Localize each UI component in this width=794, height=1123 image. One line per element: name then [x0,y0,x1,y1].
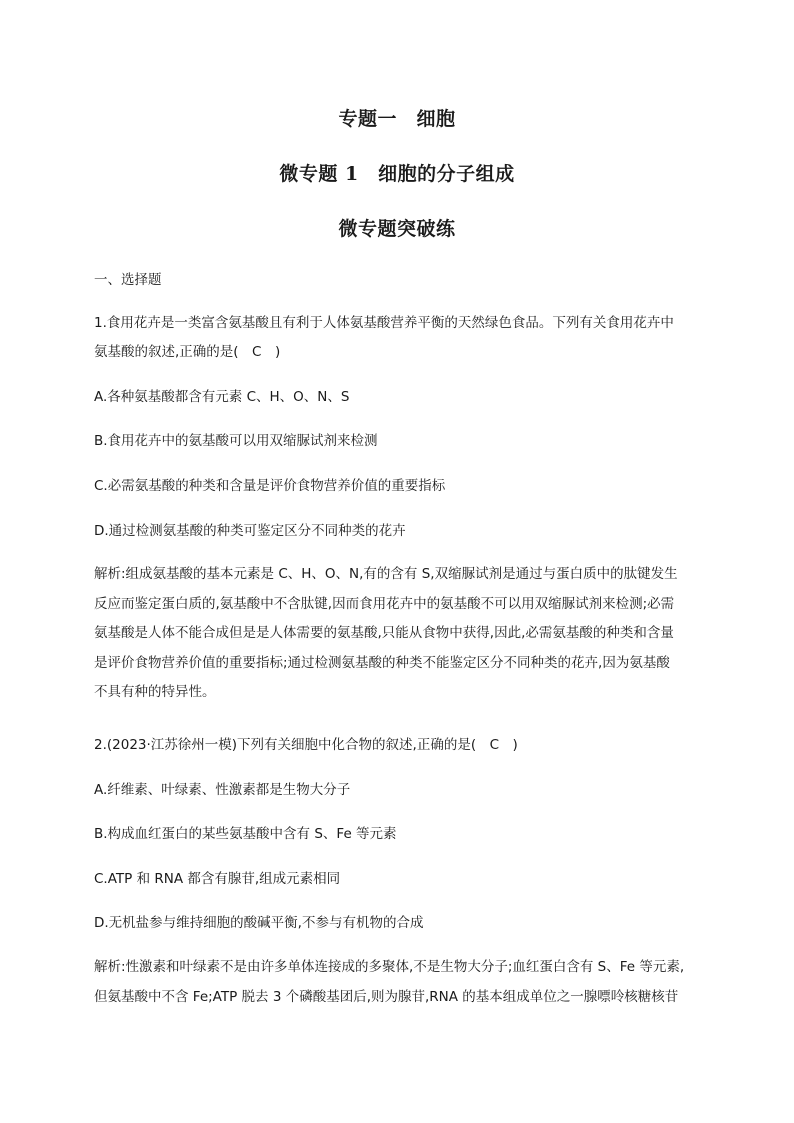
section-heading: 微专题突破练 [338,218,456,240]
q2-option-a: A.纤维素、叶绿素、性激素都是生物大分子 [94,782,351,798]
subtopic-heading: 微专题 1 细胞的分子组成 [279,163,515,185]
q1-option-d: D.通过检测氨基酸的种类可鉴定区分不同种类的花卉 [94,523,406,539]
q1-stem-line1: 1.食用花卉是一类富含氨基酸且有利于人体氨基酸营养平衡的天然绿色食品。下列有关食用花卉中 [94,315,674,331]
q2-option-b: B.构成血红蛋白的某些氨基酸中含有 S、Fe 等元素 [94,826,397,842]
q2-stem: 2.(2023·江苏徐州一模)下列有关细胞中化合物的叙述,正确的是( C ) [94,737,518,753]
q2-analysis-line: 但氨基酸中不含 Fe;ATP 脱去 3 个磷酸基团后,则为腺苷,RNA 的基本组成单位之一腺嘌呤核糖核苷 [94,988,679,1005]
q1-analysis-line: 氨基酸是人体不能合成但是是人体需要的氨基酸,只能从食物中获得,因此,必需氨基酸的种类和含量 [94,625,674,641]
q2-analysis [94,953,706,1012]
q2-option-d: D.无机盐参与维持细胞的酸碱平衡,不参与有机物的合成 [94,915,424,931]
q1-analysis-line: 解析:组成氨基酸的基本元素是 C、H、O、N,有的含有 S,双缩脲试剂是通过与蛋白质中的肽键发生 [94,566,678,582]
q1-stem-line2: 氨基酸的叙述,正确的是( C ) [94,344,281,360]
topic-heading: 专题一 细胞 [338,108,456,130]
q1-option-c: C.必需氨基酸的种类和含量是评价食物营养价值的重要指标 [94,478,446,494]
q1-option-a: A.各种氨基酸都含有元素 C、H、O、N、S [94,389,350,405]
q1-analysis-line: 反应而鉴定蛋白质的,氨基酸中不含肽键,因而食用花卉中的氨基酸不可以用双缩脲试剂来检测;必需 [94,595,675,612]
q1-analysis [94,560,706,708]
q1-analysis-line: 是评价食物营养价值的重要指标;通过检测氨基酸的种类不能鉴定区分不同种类的花卉,因为氨基酸 [94,654,670,671]
q2-analysis-line: 解析:性激素和叶绿素不是由许多单体连接成的多聚体,不是生物大分子;血红蛋白含有 S、Fe 等元素, [94,959,685,975]
q1-analysis-line: 不具有种的特异性。 [94,684,216,700]
q2-option-c: C.ATP 和 RNA 都含有腺苷,组成元素相同 [94,871,341,887]
q1-option-b: B.食用花卉中的氨基酸可以用双缩脲试剂来检测 [94,433,378,449]
part-label: 一、选择题 [94,272,162,288]
